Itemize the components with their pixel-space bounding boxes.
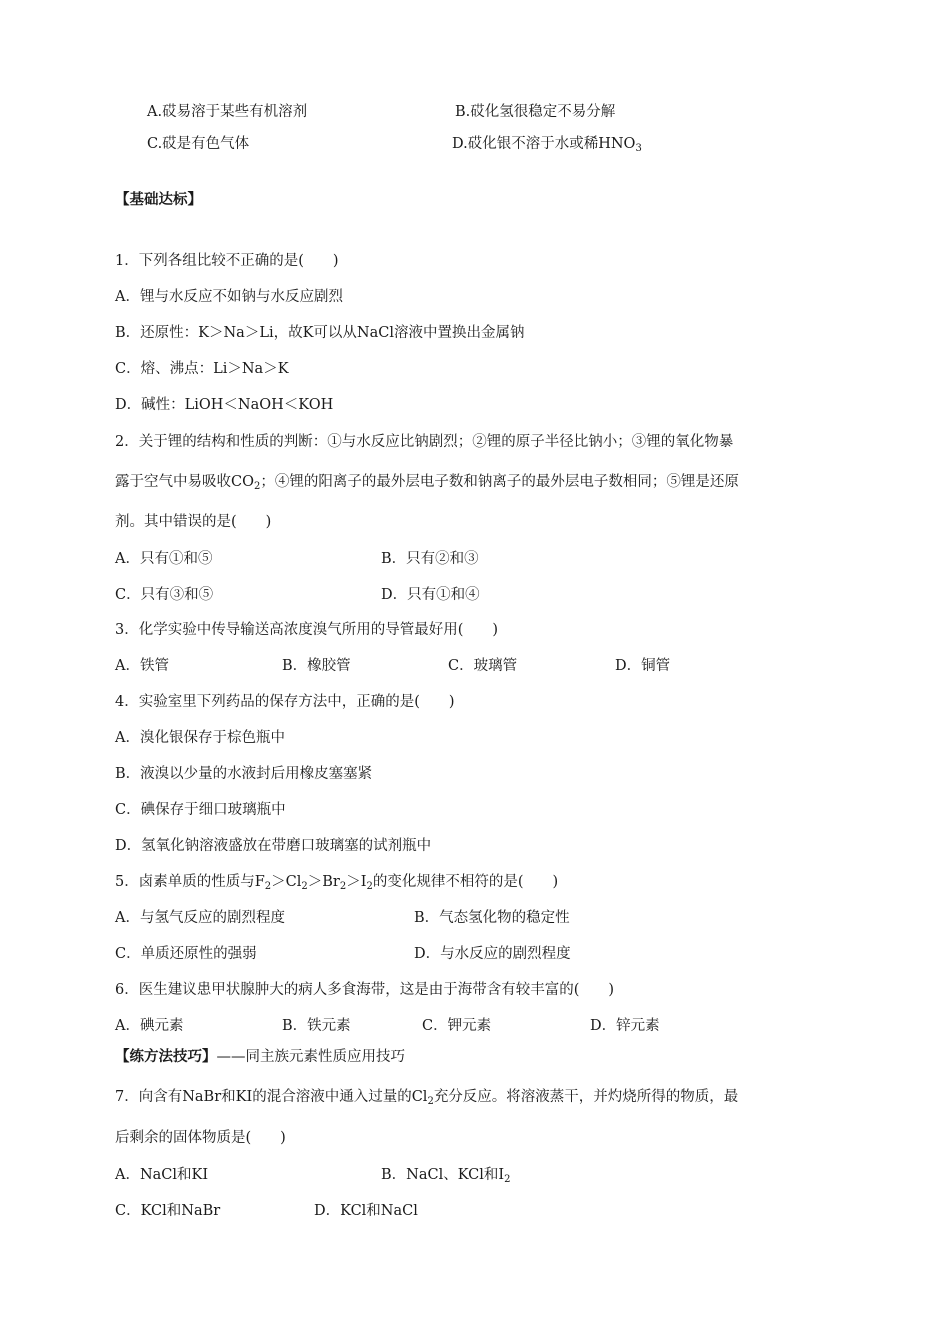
q1-option-c: C．熔、沸点：Li＞Na＞K bbox=[115, 361, 289, 377]
q4-option-a: A．溴化银保存于棕色瓶中 bbox=[115, 730, 285, 746]
q5-stem: 5．卤素单质的性质与$F_2>Cl_2>Br_2>I_2$的变化规律不相符的是( ) bbox=[115, 874, 559, 892]
intro-option-a: A.砹易溶于某些有机溶剂 bbox=[147, 104, 308, 120]
q2-stem-line1: 2．关于锂的结构和性质的判断：①与水反应比钠剧烈；②锂的原子半径比钠小；③锂的氧化物暴 bbox=[115, 434, 734, 450]
q5-option-b: B．气态氢化物的稳定性 bbox=[414, 910, 570, 926]
q2-option-c: C．只有③和⑤ bbox=[115, 587, 214, 603]
q2-option-d: D．只有①和④ bbox=[381, 587, 480, 603]
q2-option-a: A．只有①和⑤ bbox=[115, 551, 213, 567]
q7-option-c: C．KCl和NaBr bbox=[115, 1203, 221, 1219]
section-title-basic: 【基础达标】 bbox=[115, 191, 202, 208]
q7-option-a: A．NaCl和KI bbox=[115, 1167, 209, 1183]
q6-option-b: B．铁元素 bbox=[282, 1018, 351, 1034]
intro-option-d: D.砹化银不溶于水或稀$HNO_3$ bbox=[452, 136, 642, 154]
q3-option-c: C．玻璃管 bbox=[448, 658, 518, 674]
q4-option-d: D．氢氧化钠溶液盛放在带磨口玻璃塞的试剂瓶中 bbox=[115, 838, 432, 854]
q2-stem-line3: 剂。其中错误的是( ) bbox=[115, 514, 272, 530]
q1-option-d: D．碱性：LiOH＜NaOH＜KOH bbox=[115, 397, 334, 413]
section-title-methods: 【练方法技巧】——同主族元素性质应用技巧 bbox=[115, 1048, 405, 1065]
q3-option-d: D．铜管 bbox=[615, 658, 671, 674]
intro-option-c: C.砹是有色气体 bbox=[147, 136, 250, 152]
q6-stem: 6．医生建议患甲状腺肿大的病人多食海带，这是由于海带含有较丰富的( ) bbox=[115, 982, 615, 998]
q4-stem: 4．实验室里下列药品的保存方法中，正确的是( ) bbox=[115, 694, 455, 710]
q3-stem: 3．化学实验中传导输送高浓度溴气所用的导管最好用( ) bbox=[115, 622, 499, 638]
q1-option-b: B．还原性：K＞Na＞Li，故K可以从NaCl溶液中置换出金属钠 bbox=[115, 325, 525, 341]
q6-option-a: A．碘元素 bbox=[115, 1018, 184, 1034]
q5-option-a: A．与氢气反应的剧烈程度 bbox=[115, 910, 285, 926]
q2-stem-line2: 露于空气中易吸收$CO_2$；④锂的阳离子的最外层电子数和钠离子的最外层电子数相同；⑤锂是还原 bbox=[115, 474, 739, 492]
q3-option-a: A．铁管 bbox=[115, 658, 169, 674]
q5-option-d: D．与水反应的剧烈程度 bbox=[414, 946, 571, 962]
q1-option-a: A．锂与水反应不如钠与水反应剧烈 bbox=[115, 289, 343, 305]
q5-option-c: C．单质还原性的强弱 bbox=[115, 946, 257, 962]
q4-option-b: B．液溴以少量的水液封后用橡皮塞塞紧 bbox=[115, 766, 373, 782]
q1-stem: 1．下列各组比较不正确的是( ) bbox=[115, 253, 339, 269]
q6-option-c: C．钾元素 bbox=[422, 1018, 492, 1034]
q7-option-d: D．KCl和NaCl bbox=[314, 1203, 418, 1219]
intro-option-b: B.砹化氢很稳定不易分解 bbox=[455, 104, 616, 120]
q6-option-d: D．锌元素 bbox=[590, 1018, 660, 1034]
q7-stem-line2: 后剩余的固体物质是( ) bbox=[115, 1130, 286, 1146]
q7-option-b: B．NaCl、KCl和$I_2$ bbox=[381, 1167, 511, 1185]
q7-stem-line1: 7．向含有NaBr和KI的混合溶液中通入过量的$Cl_2$充分反应。将溶液蒸干，并灼烧所得的物质，最 bbox=[115, 1089, 739, 1107]
q3-option-b: B．橡胶管 bbox=[282, 658, 351, 674]
q4-option-c: C．碘保存于细口玻璃瓶中 bbox=[115, 802, 286, 818]
q2-option-b: B．只有②和③ bbox=[381, 551, 479, 567]
